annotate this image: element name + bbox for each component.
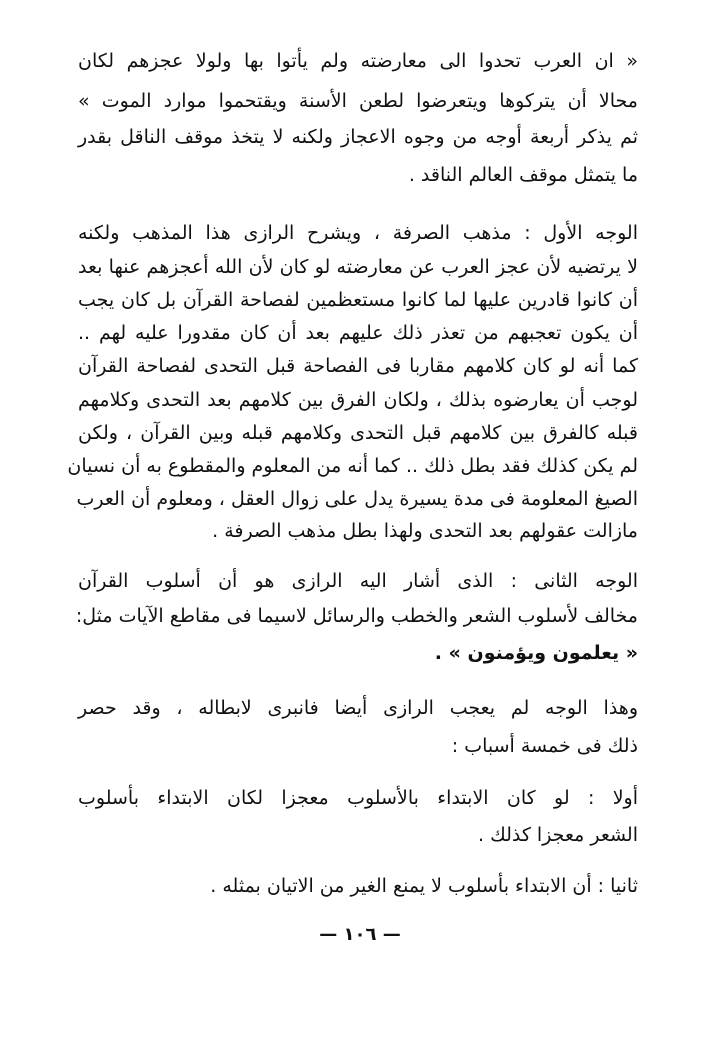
- paragraph-1-line-4: ما يتمثل موقف العالم الناقد .: [408, 164, 638, 186]
- paragraph-2-line-7: قبله كالفرق بين كلامهم قبل التحدى وكلامهم قبله وبين القرآن ، ولكن: [78, 422, 638, 444]
- paragraph-3-line-3: « يعلمون ويؤمنون » .: [434, 642, 638, 664]
- paragraph-2-line-2: لا يرتضيه لأن عجز العرب عن معارضته لو كان لأن الله أعجزهم عنها بعد: [78, 256, 638, 278]
- paragraph-3-line-1: الوجه الثانى : الذى أشار اليه الرازى هو أن أسلوب القرآن: [78, 570, 638, 592]
- paragraph-2-line-4: أن يكون تعجبهم من تعذر ذلك عليهم بعد أن كان مقدورا عليه لهم ..: [78, 322, 638, 344]
- paragraph-4-line-2: ذلك فى خمسة أسباب :: [451, 735, 638, 757]
- paragraph-2-line-5: كما أنه لو كان كلامهم مقاربا فى الفصاحة قبل التحدى لفصاحة القرآن: [78, 355, 638, 377]
- page-number: — ١٠٦ —: [319, 924, 401, 945]
- paragraph-1-line-2: محالا أن يتركوها ويتعرضوا لطعن الأسنة ويقتحموا موارد الموت »: [78, 90, 638, 112]
- paragraph-2-line-9: الصيغ المعلومة فى مدة يسيرة يدل على زوال العقل ، ومعلوم أن العرب: [76, 488, 638, 510]
- paragraph-1-line-1: « ان العرب تحدوا الى معارضته ولم يأتوا بها ولولا عجزهم لكان: [78, 50, 638, 72]
- paragraph-5-line-1: أولا : لو كان الابتداء بالأسلوب معجزا لكان الابتداء بأسلوب: [78, 787, 638, 809]
- paragraph-2-line-10: مازالت عقولهم بعد التحدى ولهذا بطل مذهب الصرفة .: [212, 520, 638, 542]
- paragraph-2-line-6: لوجب أن يعارضوه بذلك ، ولكان الفرق بين كلامهم بعد التحدى وكلامهم: [78, 389, 638, 411]
- paragraph-4-line-1: وهذا الوجه لم يعجب الرازى أيضا فانبرى لابطاله ، وقد حصر: [78, 697, 638, 719]
- paragraph-2-line-8: لم يكن كذلك فقد بطل ذلك .. كما أنه من المعلوم والمقطوع به أن نسيان: [67, 455, 638, 477]
- paragraph-1-line-3: ثم يذكر أربعة أوجه من وجوه الاعجاز ولكنه لا يتخذ موقف الناقل بقدر: [78, 126, 638, 148]
- paragraph-3-line-2: مخالف لأسلوب الشعر والخطب والرسائل لاسيما فى مقاطع الآيات مثل:: [75, 605, 638, 627]
- paragraph-6-line-1: ثانيا : أن الابتداء بأسلوب لا يمنع الغير من الاتيان بمثله .: [210, 875, 638, 897]
- paragraph-2-line-1: الوجه الأول : مذهب الصرفة ، ويشرح الرازى هذا المذهب ولكنه: [78, 222, 638, 244]
- paragraph-2-line-3: أن كانوا قادرين عليها لما كانوا مستعظمين لفصاحة القرآن بل كان يجب: [78, 289, 638, 311]
- paragraph-5-line-2: الشعر معجزا كذلك .: [477, 824, 638, 846]
